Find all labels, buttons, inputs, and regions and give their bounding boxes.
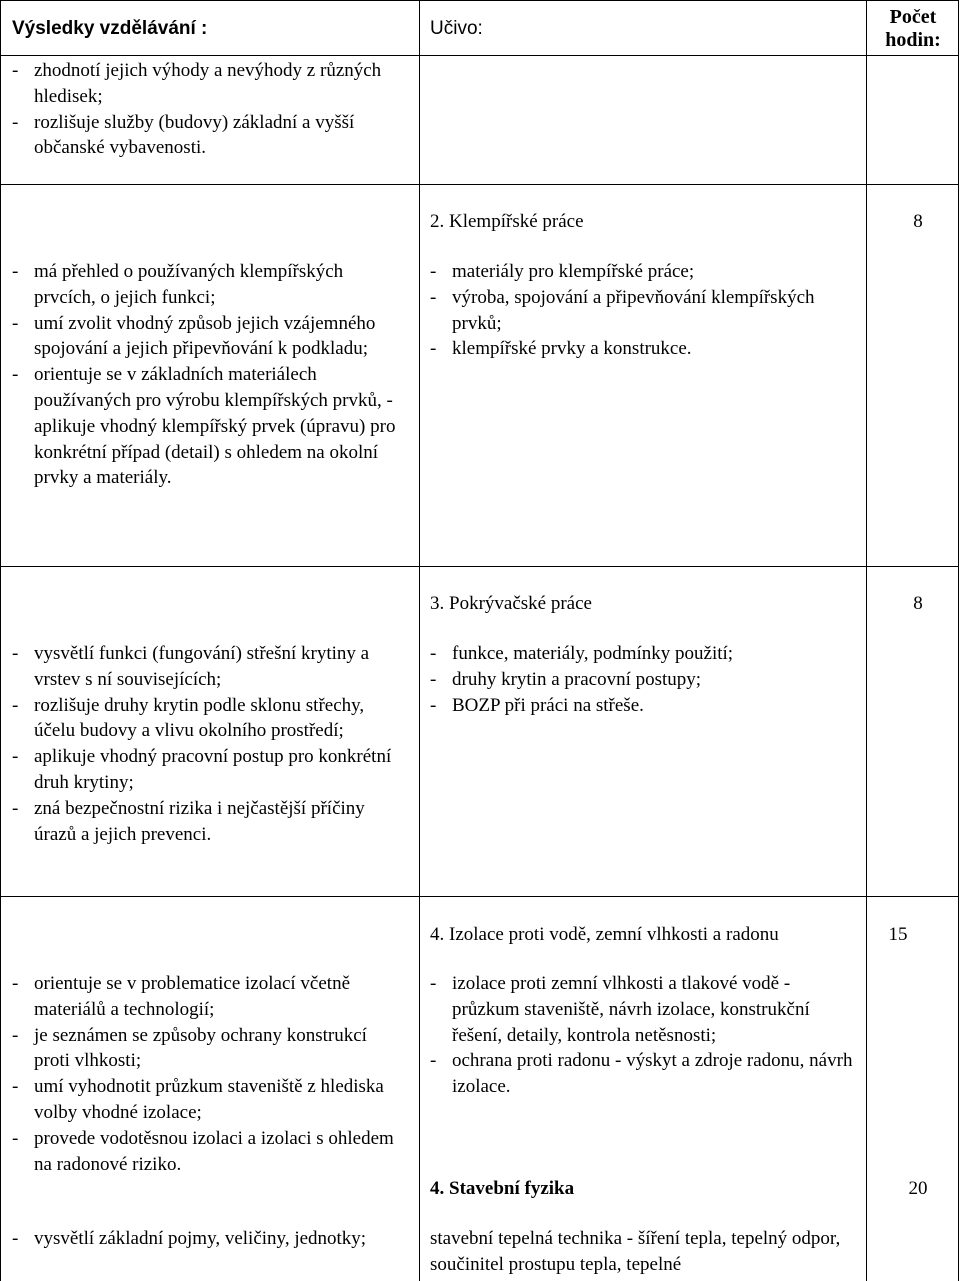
- list-item: - vysvětlí základní pojmy, veličiny, jednotky;: [12, 1226, 406, 1252]
- list-item: - klempířské prvky a konstrukce.: [430, 336, 850, 362]
- row-divider: [0, 0, 959, 1]
- section-outcomes: [12, 259, 406, 491]
- header-content: Učivo:: [430, 18, 483, 39]
- topic-hours: 20: [908, 1178, 928, 1199]
- list-item: - vysvětlí funkci (fungování) střešní krytiny a vrstev s ní souvisejících;: [12, 641, 406, 693]
- table-border-left: [0, 0, 1, 1281]
- list-item: - zná bezpečnostní rizika i nejčastější příčiny úrazů a jejich prevenci.: [12, 796, 406, 848]
- continuation-outcomes: [12, 58, 402, 161]
- row-divider: [0, 566, 959, 567]
- header-outcomes: Výsledky vzdělávání :: [12, 18, 208, 39]
- row-divider: [0, 896, 959, 897]
- topic-hours: 15: [888, 924, 908, 945]
- topic-hours: 8: [913, 211, 923, 232]
- section-outcomes: [12, 641, 406, 847]
- table-border-right: [958, 0, 959, 1281]
- topic-title: 4. Stavební fyzika: [430, 1178, 575, 1199]
- list-item: - rozlišuje druhy krytin podle sklonu střechy, účelu budovy a vlivu okolního prostředí;: [12, 693, 406, 745]
- column-divider-2: [866, 0, 867, 1281]
- list-item: - výroba, spojování a připevňování klempířských prvků;: [430, 285, 850, 337]
- section-content: [430, 259, 850, 362]
- column-divider-1: [419, 0, 420, 1281]
- list-item: - ochrana proti radonu - výskyt a zdroje radonu, návrh izolace.: [430, 1048, 855, 1100]
- topic-title: 3. Pokrývačské práce: [430, 593, 592, 614]
- list-item: - je seznámen se způsoby ochrany konstrukcí proti vlhkosti;: [12, 1023, 406, 1075]
- section-content-text: stavební tepelná technika - šíření tepla, tepelný odpor, součinitel prostupu tepla, tepelné: [430, 1228, 841, 1275]
- row-divider: [0, 55, 959, 56]
- list-item: - provede vodotěsnou izolaci a izolaci s ohledem na radonové riziko.: [12, 1126, 406, 1178]
- section-content: [430, 971, 855, 1100]
- list-item: - umí vyhodnotit průzkum staveniště z hlediska volby vhodné izolace;: [12, 1074, 406, 1126]
- section-outcomes: [12, 971, 406, 1177]
- list-item: - orientuje se v základních materiálech používaných pro výrobu klempířských prvků, - aplikuje vhodný klempířský prvek (úpravu) pro konkrétní případ (detail) s ohledem na okolní prvky a materiály.: [12, 362, 406, 491]
- list-item: - izolace proti zemní vlhkosti a tlakové vodě - průzkum staveniště, návrh izolace, konstrukční řešení, detaily, kontrola netěsnosti;: [430, 971, 855, 1048]
- topic-title: 2. Klempířské práce: [430, 211, 584, 232]
- list-item: - funkce, materiály, podmínky použití;: [430, 641, 850, 667]
- header-hours-line1: Počet: [889, 6, 937, 28]
- list-item: - rozlišuje služby (budovy) základní a vyšší občanské vybavenosti.: [12, 110, 402, 162]
- topic-title: 4. Izolace proti vodě, zemní vlhkosti a radonu: [430, 924, 779, 945]
- section-content: [430, 641, 850, 718]
- list-item: - zhodnotí jejich výhody a nevýhody z různých hledisek;: [12, 58, 402, 110]
- list-item: - orientuje se v problematice izolací včetně materiálů a technologií;: [12, 971, 406, 1023]
- section-outcomes: [12, 1226, 406, 1252]
- row-divider: [0, 184, 959, 185]
- list-item: - umí zvolit vhodný způsob jejich vzájemného spojování a jejich připevňování k podkladu;: [12, 311, 406, 363]
- list-item: - druhy krytin a pracovní postupy;: [430, 667, 850, 693]
- list-item: - aplikuje vhodný pracovní postup pro konkrétní druh krytiny;: [12, 744, 406, 796]
- header-hours-line2: hodin:: [885, 29, 941, 51]
- list-item: - materiály pro klempířské práce;: [430, 259, 850, 285]
- header-hours: [868, 6, 958, 52]
- list-item: - má přehled o používaných klempířských prvcích, o jejich funkci;: [12, 259, 406, 311]
- topic-hours: 8: [913, 593, 923, 614]
- list-item: - BOZP při práci na střeše.: [430, 693, 850, 719]
